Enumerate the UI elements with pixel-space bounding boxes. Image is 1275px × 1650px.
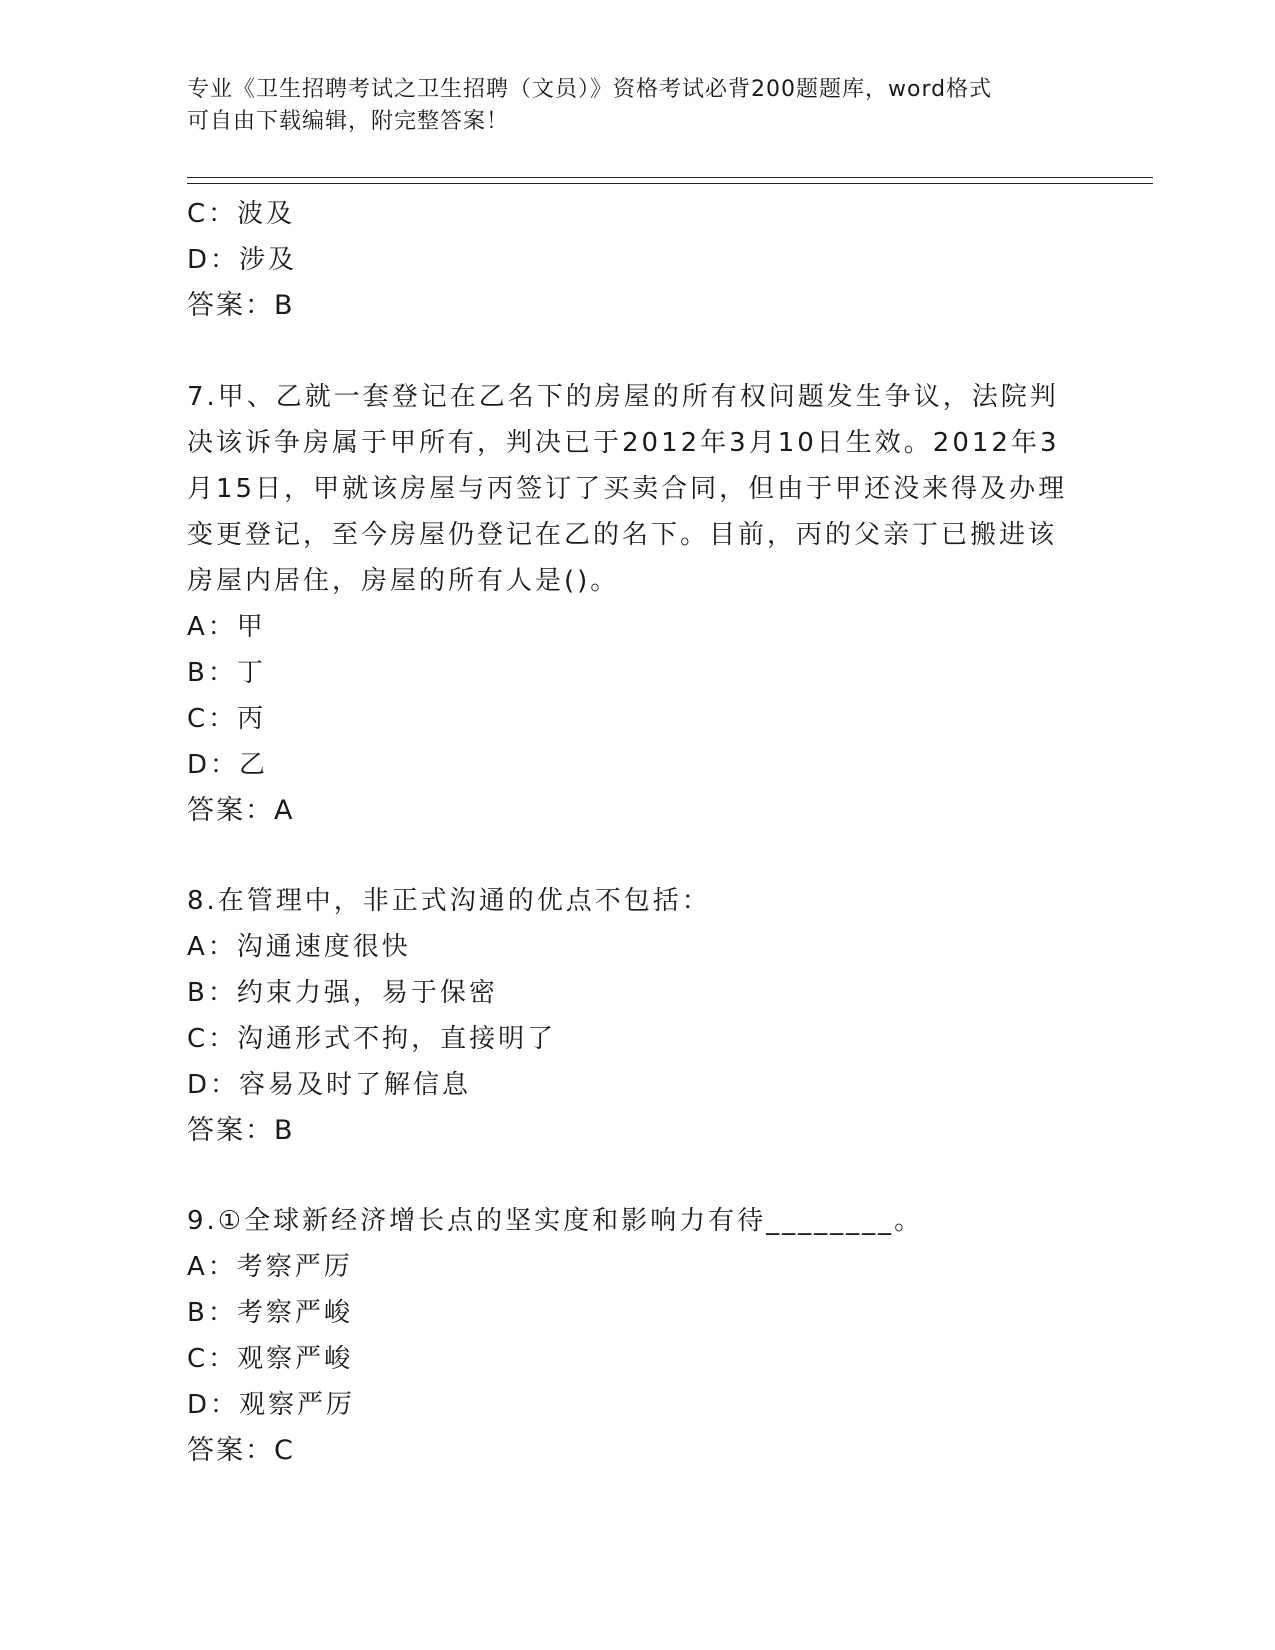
header-line-1: 专业《卫生招聘考试之卫生招聘（文员）》资格考试必背200题题库，word格式 [187,77,993,102]
option-b: B：丁 [187,658,266,688]
answer-line: 答案：A [187,795,295,826]
option-c: C：观察严峻 [187,1344,354,1374]
option-a: A：甲 [187,612,266,642]
question-stem: 8.在管理中，非正式沟通的优点不包括： [187,886,711,916]
question-9 [187,1198,1087,1474]
option-d: D：容易及时了解信息 [187,1070,472,1100]
question-7 [187,374,1087,834]
question-stem-line: 月15日，甲就该房屋与丙签订了买卖合同，但由于甲还没来得及办理 [187,474,1068,504]
spacer [187,329,1087,374]
header-divider [187,177,1153,184]
option-b: B：考察严峻 [187,1298,353,1328]
answer-line: 答案：C [187,1435,295,1466]
document-header [187,74,1087,138]
option-b: B：约束力强，易于保密 [187,978,498,1008]
option-d: D：涉及 [187,245,298,275]
option-c: C：丙 [187,704,267,734]
question-8 [187,878,1087,1154]
spacer [187,834,1087,878]
document-body [187,191,1087,1474]
option-c: C：沟通形式不拘，直接明了 [187,1024,557,1054]
option-c: C：波及 [187,199,296,229]
answer-line: 答案：B [187,1115,295,1146]
header-line-2: 可自由下载编辑，附完整答案！ [187,109,510,134]
question-stem-line: 房屋内居住，房屋的所有人是()。 [187,566,620,596]
question-6 [187,191,1087,329]
question-stem-line: 变更登记，至今房屋仍登记在乙的名下。目前，丙的父亲丁已搬进该 [187,520,1058,550]
question-stem-line: 决该诉争房属于甲所有，判决已于2012年3月10日生效。2012年3 [187,428,1060,458]
option-a: A：沟通速度很快 [187,932,411,962]
answer-line: 答案：B [187,290,295,321]
option-a: A：考察严厉 [187,1252,353,1282]
spacer [187,1154,1087,1198]
option-d: D：乙 [187,750,269,780]
question-stem: 9.①全球新经济增长点的坚实度和影响力有待________。 [187,1206,924,1236]
option-d: D：观察严厉 [187,1390,356,1420]
question-stem-line: 7.甲、乙就一套登记在乙名下的房屋的所有权问题发生争议，法院判 [187,382,1059,412]
